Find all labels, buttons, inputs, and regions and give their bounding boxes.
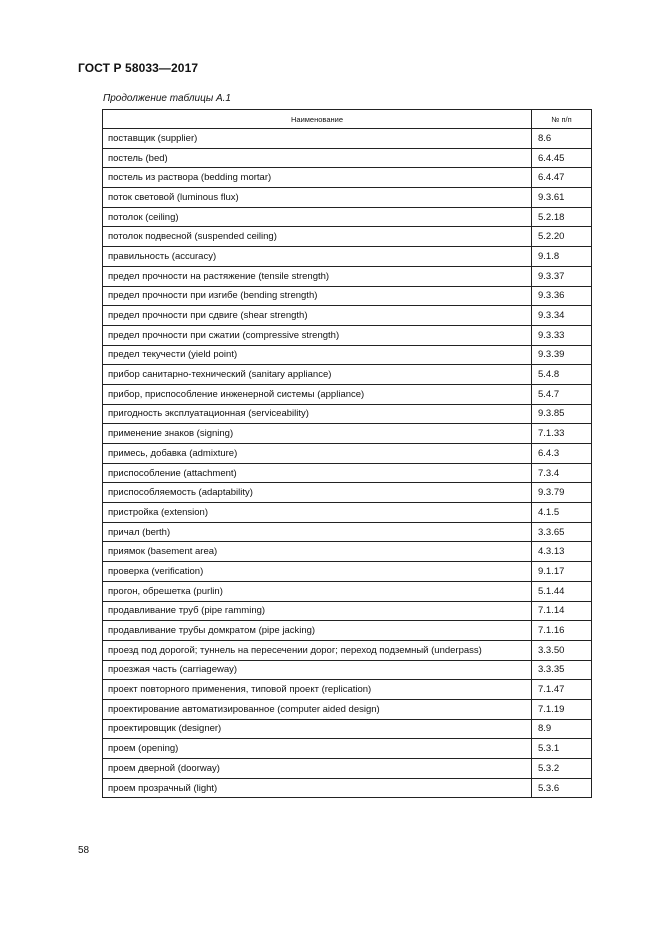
- term-name-cell: предел прочности при сдвиге (shear strength): [103, 306, 532, 326]
- table-row: [103, 739, 592, 759]
- term-name-cell: приспособление (attachment): [103, 463, 532, 483]
- table-row: [103, 581, 592, 601]
- table-row: [103, 542, 592, 562]
- term-name-cell: предел прочности при изгибе (bending strength): [103, 286, 532, 306]
- table-row: [103, 719, 592, 739]
- table-row: [103, 188, 592, 208]
- term-number-cell: 9.1.8: [532, 247, 592, 267]
- term-name-cell: проем дверной (doorway): [103, 759, 532, 779]
- term-name-cell: примесь, добавка (admixture): [103, 444, 532, 464]
- table-header-row: [103, 110, 592, 129]
- table-row: [103, 680, 592, 700]
- term-name-cell: прибор, приспособление инженерной системы (appliance): [103, 384, 532, 404]
- table-row: [103, 621, 592, 641]
- term-name-cell: проезд под дорогой; туннель на пересечении дорог; переход подземный (underpass): [103, 640, 532, 660]
- term-number-cell: 9.3.36: [532, 286, 592, 306]
- term-name-cell: проезжая часть (carriageway): [103, 660, 532, 680]
- term-number-cell: 7.1.33: [532, 424, 592, 444]
- table-row: [103, 601, 592, 621]
- term-number-cell: 6.4.3: [532, 444, 592, 464]
- table-row: [103, 522, 592, 542]
- term-name-cell: предел прочности на растяжение (tensile strength): [103, 266, 532, 286]
- table-row: [103, 699, 592, 719]
- term-name-cell: применение знаков (signing): [103, 424, 532, 444]
- term-name-cell: проем прозрачный (light): [103, 778, 532, 798]
- term-name-cell: проем (opening): [103, 739, 532, 759]
- table-row: [103, 778, 592, 798]
- term-number-cell: 7.1.16: [532, 621, 592, 641]
- term-name-cell: пригодность эксплуатационная (serviceability): [103, 404, 532, 424]
- term-number-cell: 9.3.61: [532, 188, 592, 208]
- term-number-cell: 8.6: [532, 129, 592, 149]
- term-name-cell: поток световой (luminous flux): [103, 188, 532, 208]
- term-number-cell: 9.3.34: [532, 306, 592, 326]
- table-row: [103, 444, 592, 464]
- table-row: [103, 759, 592, 779]
- term-number-cell: 7.1.47: [532, 680, 592, 700]
- term-name-cell: приямок (basement area): [103, 542, 532, 562]
- term-number-cell: 9.3.39: [532, 345, 592, 365]
- term-number-cell: 3.3.65: [532, 522, 592, 542]
- term-number-cell: 8.9: [532, 719, 592, 739]
- table-row: [103, 562, 592, 582]
- term-name-cell: продавливание трубы домкратом (pipe jacking): [103, 621, 532, 641]
- term-name-cell: продавливание труб (pipe ramming): [103, 601, 532, 621]
- table-row: [103, 247, 592, 267]
- table-row: [103, 325, 592, 345]
- term-number-cell: 6.4.45: [532, 148, 592, 168]
- term-number-cell: 9.3.79: [532, 483, 592, 503]
- term-number-cell: 6.4.47: [532, 168, 592, 188]
- table-row: [103, 404, 592, 424]
- terms-table: [102, 109, 592, 798]
- term-name-cell: поставщик (supplier): [103, 129, 532, 149]
- term-number-cell: 9.3.33: [532, 325, 592, 345]
- table-row: [103, 266, 592, 286]
- term-number-cell: 5.4.7: [532, 384, 592, 404]
- term-name-cell: причал (berth): [103, 522, 532, 542]
- table-row: [103, 365, 592, 385]
- term-number-cell: 7.1.19: [532, 699, 592, 719]
- term-number-cell: 4.1.5: [532, 503, 592, 523]
- table-row: [103, 148, 592, 168]
- term-number-cell: 5.4.8: [532, 365, 592, 385]
- term-name-cell: проектирование автоматизированное (computer aided design): [103, 699, 532, 719]
- table-row: [103, 384, 592, 404]
- table-row: [103, 168, 592, 188]
- table-row: [103, 463, 592, 483]
- term-name-cell: постель из раствора (bedding mortar): [103, 168, 532, 188]
- table-row: [103, 207, 592, 227]
- term-number-cell: 5.3.6: [532, 778, 592, 798]
- document-standard-code: ГОСТ Р 58033—2017: [78, 61, 199, 75]
- term-name-cell: проект повторного применения, типовой проект (replication): [103, 680, 532, 700]
- term-number-cell: 5.1.44: [532, 581, 592, 601]
- table-row: [103, 483, 592, 503]
- table-row: [103, 227, 592, 247]
- term-number-cell: 7.1.14: [532, 601, 592, 621]
- table-row: [103, 345, 592, 365]
- term-name-cell: правильность (accuracy): [103, 247, 532, 267]
- term-number-cell: 4.3.13: [532, 542, 592, 562]
- term-name-cell: проектировщик (designer): [103, 719, 532, 739]
- term-name-cell: потолок (ceiling): [103, 207, 532, 227]
- term-number-cell: 5.3.2: [532, 759, 592, 779]
- term-name-cell: пристройка (extension): [103, 503, 532, 523]
- term-number-cell: 3.3.35: [532, 660, 592, 680]
- table-row: [103, 424, 592, 444]
- column-header-number: № п/п: [532, 110, 592, 129]
- term-name-cell: прогон, обрешетка (purlin): [103, 581, 532, 601]
- term-number-cell: 5.2.18: [532, 207, 592, 227]
- term-name-cell: постель (bed): [103, 148, 532, 168]
- term-number-cell: 9.3.85: [532, 404, 592, 424]
- table-row: [103, 286, 592, 306]
- term-name-cell: приспособляемость (adaptability): [103, 483, 532, 503]
- term-name-cell: прибор санитарно-технический (sanitary appliance): [103, 365, 532, 385]
- table-row: [103, 503, 592, 523]
- table-row: [103, 660, 592, 680]
- term-number-cell: 3.3.50: [532, 640, 592, 660]
- page-number: 58: [78, 845, 90, 856]
- column-header-name: Наименование: [103, 110, 532, 129]
- term-number-cell: 9.3.37: [532, 266, 592, 286]
- term-number-cell: 9.1.17: [532, 562, 592, 582]
- term-number-cell: 7.3.4: [532, 463, 592, 483]
- table-caption: Продолжение таблицы А.1: [103, 93, 231, 104]
- term-name-cell: потолок подвесной (suspended ceiling): [103, 227, 532, 247]
- table-row: [103, 129, 592, 149]
- term-name-cell: проверка (verification): [103, 562, 532, 582]
- table-row: [103, 306, 592, 326]
- term-name-cell: предел текучести (yield point): [103, 345, 532, 365]
- term-name-cell: предел прочности при сжатии (compressive strength): [103, 325, 532, 345]
- term-number-cell: 5.2.20: [532, 227, 592, 247]
- terms-table-body: [103, 129, 592, 798]
- term-number-cell: 5.3.1: [532, 739, 592, 759]
- table-row: [103, 640, 592, 660]
